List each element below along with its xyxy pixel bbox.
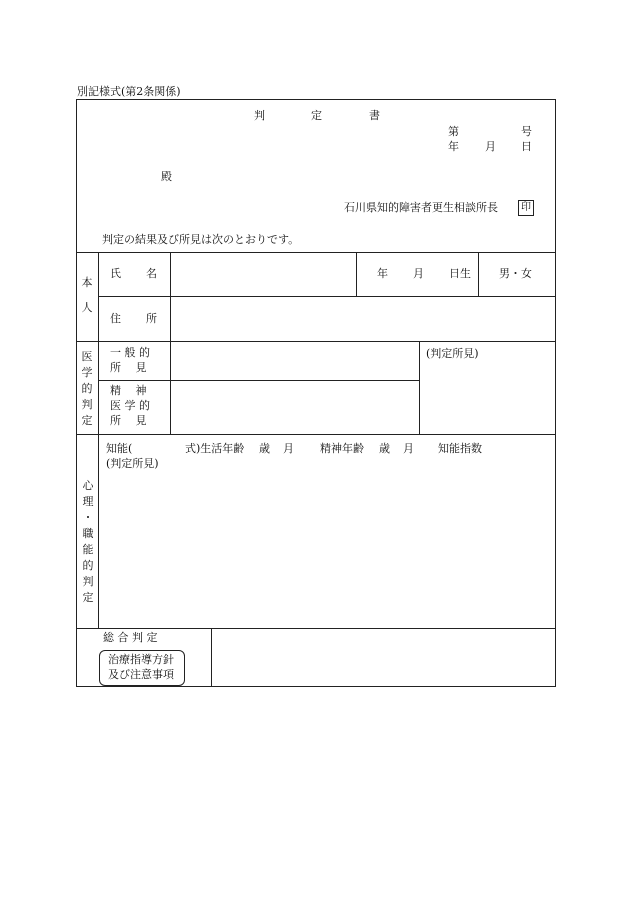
summary-paren-line-2: 及び注意事項 — [108, 668, 174, 681]
rule-medical-top — [76, 341, 556, 342]
summary-paren-line-1: 治療指導方針 — [108, 653, 174, 666]
mental-age-months: 月 — [403, 442, 414, 455]
iq-label: 知能指数 — [438, 442, 482, 455]
psych-section-char-6: 判 — [82, 575, 94, 588]
life-age-months: 月 — [283, 442, 294, 455]
seal-mark: 印 — [518, 200, 534, 216]
medical-section-char-4: 判 — [81, 398, 93, 411]
mental-age-label: 精神年齢 — [320, 442, 364, 455]
title-char-2: 定 — [311, 109, 322, 122]
rule-person-top — [76, 252, 556, 253]
rule-birth-col — [356, 252, 357, 296]
psych-section-label — [78, 478, 98, 606]
name-label-1: 氏 — [110, 267, 121, 280]
title-char-1: 判 — [254, 109, 265, 122]
rule-name-address — [98, 296, 556, 297]
number-prefix: 第 — [448, 125, 459, 138]
medical-section-char-1: 医 — [81, 350, 93, 363]
form-frame — [76, 99, 556, 687]
person-section-label — [80, 277, 94, 313]
general-findings-line-2: 所 見 — [110, 361, 147, 374]
rule-summary-col — [211, 628, 212, 687]
rule-gender-col — [478, 252, 479, 296]
rule-medical-opinion-col — [419, 341, 420, 434]
life-age-label: 式)生活年齢 — [185, 442, 245, 455]
psych-medical-line-1: 精 神 — [110, 384, 147, 397]
intro-text: 判定の結果及び所見は次のとおりです。 — [102, 233, 300, 246]
date-day: 日 — [521, 140, 532, 153]
medical-section-char-2: 学 — [81, 366, 93, 379]
rule-medical-split — [98, 380, 419, 381]
person-section-char-2: 人 — [81, 301, 93, 314]
psych-medical-line-3: 所 見 — [110, 414, 147, 427]
medical-section-char-5: 定 — [81, 414, 93, 427]
psych-section-char-3: ・職 — [82, 511, 94, 540]
psych-section-char-1: 心 — [82, 479, 94, 492]
form-label: 別記様式(第2条関係) — [77, 85, 181, 98]
birth-year-label: 年 — [377, 267, 388, 280]
life-age-years: 歳 — [259, 442, 270, 455]
rule-psych-top — [76, 434, 556, 435]
address-label-1: 住 — [110, 312, 121, 325]
rule-label-col — [170, 252, 171, 434]
summary-label: 総 合 判 定 — [103, 631, 158, 644]
mental-age-years: 歳 — [379, 442, 390, 455]
name-label-2: 名 — [146, 267, 157, 280]
date-month: 月 — [485, 140, 496, 153]
rule-section-col — [98, 252, 99, 628]
psych-section-char-2: 理 — [82, 495, 94, 508]
person-section-char-1: 本 — [81, 276, 93, 289]
medical-section-char-3: 的 — [81, 382, 93, 395]
addressee-suffix: 殿 — [161, 170, 172, 183]
psych-section-char-7: 定 — [82, 591, 94, 604]
birth-day-label: 日生 — [449, 267, 471, 280]
iq-test-label: 知能( — [106, 442, 133, 455]
psych-section-char-4: 能 — [82, 543, 94, 556]
date-year: 年 — [448, 140, 459, 153]
rule-summary-top — [76, 628, 556, 629]
address-label-2: 所 — [146, 312, 157, 325]
number-suffix: 号 — [521, 125, 532, 138]
psych-opinion-label: (判定所見) — [106, 457, 159, 470]
issuer-name: 石川県知的障害者更生相談所長 — [344, 201, 498, 214]
general-findings-line-1: 一 般 的 — [110, 346, 150, 359]
birth-month-label: 月 — [413, 267, 424, 280]
psych-medical-line-2: 医 学 的 — [110, 399, 150, 412]
gender-options: 男・女 — [499, 267, 532, 280]
title-char-3: 書 — [369, 109, 380, 122]
medical-section-label — [80, 349, 94, 429]
psych-section-char-5: 的 — [82, 559, 94, 572]
medical-opinion-label: (判定所見) — [426, 347, 479, 360]
